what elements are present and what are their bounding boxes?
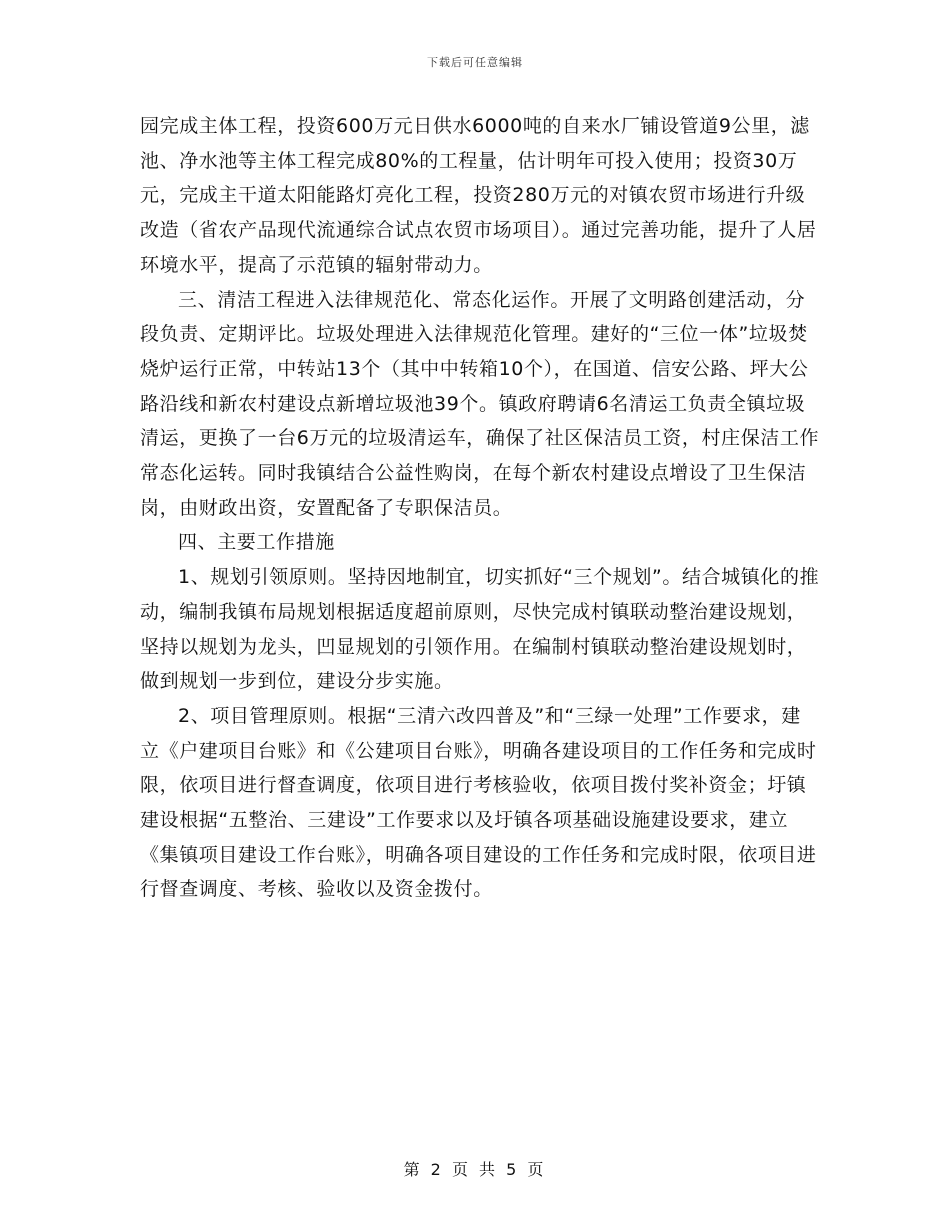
paragraph-sanitation: 三、清洁工程进入法律规范化、常态化运作。开展了文明路创建活动，分段负责、定期评比。垃圾处理进入法律规范化管理。建好的“三位一体”垃圾焚烧炉运行正常，中转站13个（其中中转箱10个），在国道、信安公路、坪大公路沿线和新农村建设点新增垃圾池39个。镇政府聘请6名清运工负责全镇垃圾清运，更换了一台6万元的垃圾清运车，确保了社区保洁员工资，村庄保洁工作常态化运转。同时我镇结合公益性购岗，在每个新农村建设点增设了卫生保洁岗，由财政出资，安置配备了专职保洁员。 xyxy=(140,288,820,519)
paragraph-infrastructure: 园完成主体工程，投资600万元日供水6000吨的自来水厂铺设管道9公里，滤池、净水池等主体工程完成80%的工程量，估计明年可投入使用；投资30万元，完成主干道太阳能路灯亮化工程，投资280万元的对镇农贸市场进行升级改造（省农产品现代流通综合试点农贸市场项目）。通过完善功能，提升了人居环境水平，提高了示范镇的辐射带动力。 xyxy=(140,115,817,276)
section-heading-measures: 四、主要工作措施 xyxy=(178,531,335,554)
document-body xyxy=(140,109,820,907)
page-header: 下载后可任意编辑 xyxy=(427,56,523,69)
paragraph-planning-principle: 1、规划引领原则。坚持因地制宜，切实抓好“三个规划”。结合城镇化的推动，编制我镇布局规划根据适度超前原则，尽快完成村镇联动整治建设规划，坚持以规划为龙头，凹显规划的引领作用。在编制村镇联动整治建设规划时，做到规划一步到位，建设分步实施。 xyxy=(140,566,820,693)
page-number-footer: 第 2 页 共 5 页 xyxy=(403,1160,547,1179)
paragraph-project-management: 2、项目管理原则。根据“三清六改四普及”和“三绿一处理”工作要求，建立《户建项目台账》和《公建项目台账》，明确各建设项目的工作任务和完成时限，依项目进行督查调度，依项目进行考核验收，依项目拨付奖补资金；圩镇建设根据“五整治、三建设”工作要求以及圩镇各项基础设施建设要求，建立《集镇项目建设工作台账》，明确各项目建设的工作任务和完成时限，依项目进行督查调度、考核、验收以及资金拨付。 xyxy=(140,704,817,901)
